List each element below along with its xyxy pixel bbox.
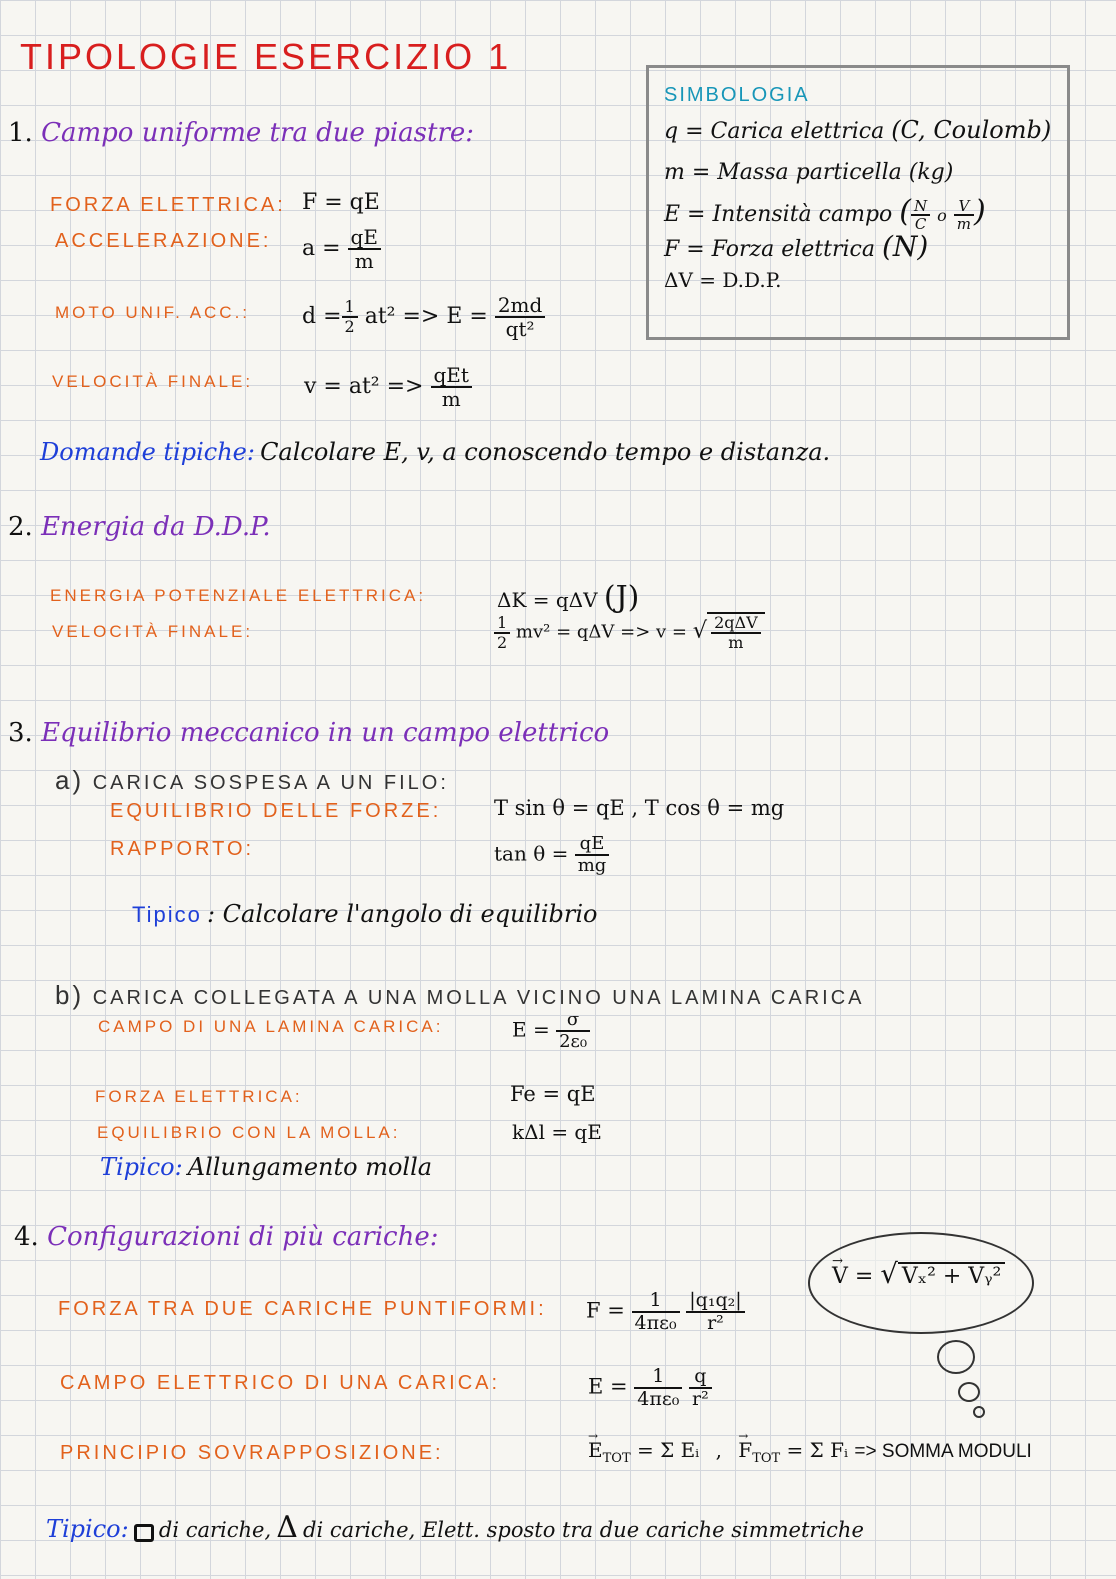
s1-vel-label: VELOCITÀ FINALE: (52, 372, 254, 391)
simbologia-title: SIMBOLOGIA (664, 84, 810, 106)
s1-forza-label: FORZA ELETTRICA: (50, 194, 286, 216)
s2-energia-label: ENERGIA POTENZIALE ELETTRICA: (50, 586, 427, 605)
s3b-campo-label: CAMPO DI UNA LAMINA CARICA: (98, 1017, 444, 1036)
cloud-formula: → V = √ Vₓ² + Vᵧ² (832, 1258, 1005, 1290)
s3a-heading: a) CARICA SOSPESA A UN FILO: (55, 765, 449, 795)
s2-energia-formula: ΔK = qΔV (J) (497, 580, 640, 615)
section-4-heading: 4. Configurazioni di più cariche: (14, 1222, 439, 1252)
s4-sovr-formula: → $E_{TOT} = \Sigma$ Eᵢ , → $F_{TOT} = \Sigma$ Fᵢ => SOMMA MODULI (588, 1438, 1032, 1466)
s4-campo-label: CAMPO ELETTRICO DI UNA CARICA: (60, 1372, 501, 1394)
s3b-forza-formula: Fe = qE (510, 1082, 596, 1106)
s3b-molla-formula: kΔl = qE (512, 1120, 602, 1144)
s1-forza-formula: F = qE (302, 190, 380, 215)
s3a-tipico: Tipico : Calcolare l'angolo di equilibrio (132, 900, 598, 928)
thought-bubble-medium (958, 1382, 980, 1402)
s1-moto-label: MOTO UNIF. ACC.: (55, 303, 251, 322)
s1-vel-formula: v = at² => $\frac{\text{qEt}}{m}$ (304, 364, 472, 410)
section-1-heading: 1. Campo uniforme tra due piastre: (8, 118, 475, 148)
s3b-tipico: Tipico: Allungamento molla (100, 1153, 433, 1181)
s4-forza-formula: F = $\frac{1}{\text{4πε₀}}$ $\frac{\text{|q₁q₂|}}{\text{r²}}$ (586, 1290, 745, 1334)
simbologia-m: m = Massa particella (kg) (664, 160, 954, 185)
square-icon (134, 1524, 154, 1542)
triangle-icon: Δ (276, 1510, 298, 1545)
s3a-eq-label: EQUILIBRIO DELLE FORZE: (110, 800, 442, 822)
section-2-heading: 2. Energia da D.D.P. (8, 512, 271, 542)
s3a-rapp-label: RAPPORTO: (110, 838, 255, 860)
simbologia-dv: ΔV = D.D.P. (664, 268, 782, 292)
s3b-forza-label: FORZA ELETTRICA: (95, 1087, 303, 1106)
s3b-molla-label: EQUILIBRIO CON LA MOLLA: (97, 1123, 401, 1142)
s3a-eq-formula: T sin θ = qE , T cos θ = mg (494, 796, 785, 820)
s4-sovr-label: PRINCIPIO SOVRAPPOSIZIONE: (60, 1442, 444, 1464)
page-title: TIPOLOGIE ESERCIZIO 1 (20, 36, 512, 77)
s2-vel-label: VELOCITÀ FINALE: (52, 622, 254, 641)
thought-bubble-small (973, 1406, 985, 1418)
s2-vel-formula: $\frac{1}{2}$ mv² = qΔV => v = √ $\frac{\text{2qΔV}}{m}$ (494, 612, 765, 651)
s3b-heading: b) CARICA COLLEGATA A UNA MOLLA VICINO UNA LAMINA CARICA (55, 980, 865, 1010)
simbologia-f: F = Forza elettrica (N) (664, 230, 929, 263)
simbologia-e: E = Intensità campo ( $\frac{N}{C}$ o $\frac{V}{m}$ ) (664, 194, 986, 233)
s3b-campo-formula: E = $\frac{\sigma}{\text{2ε₀}}$ (512, 1010, 590, 1052)
s4-tipico: Tipico: di cariche, Δ di cariche, Elett. sposto tra due cariche simmetriche (46, 1510, 864, 1545)
s3a-rapp-formula: tan θ = $\frac{qE}{mg}$ (494, 834, 609, 876)
s1-acc-formula: a = $\frac{qE}{m}$ (302, 226, 381, 272)
section-3-heading: 3. Equilibrio meccanico in un campo elettrico (8, 718, 610, 748)
s1-moto-formula: d = $\frac{1}{2}$ at² => E = $\frac{2md}{\text{qt²}}$ (302, 294, 545, 340)
simbologia-q: q = Carica elettrica (C, Coulomb) (664, 116, 1052, 144)
s4-forza-label: FORZA TRA DUE CARICHE PUNTIFORMI: (58, 1298, 547, 1320)
thought-bubble-large (937, 1340, 975, 1374)
s4-campo-formula: E = $\frac{1}{\text{4πε₀}}$ $\frac{q}{\text{r²}}$ (588, 1366, 712, 1410)
s1-domande: Domande tipiche: Calcolare E, v, a conoscendo tempo e distanza. (40, 438, 831, 466)
s1-acc-label: ACCELERAZIONE: (55, 230, 272, 252)
